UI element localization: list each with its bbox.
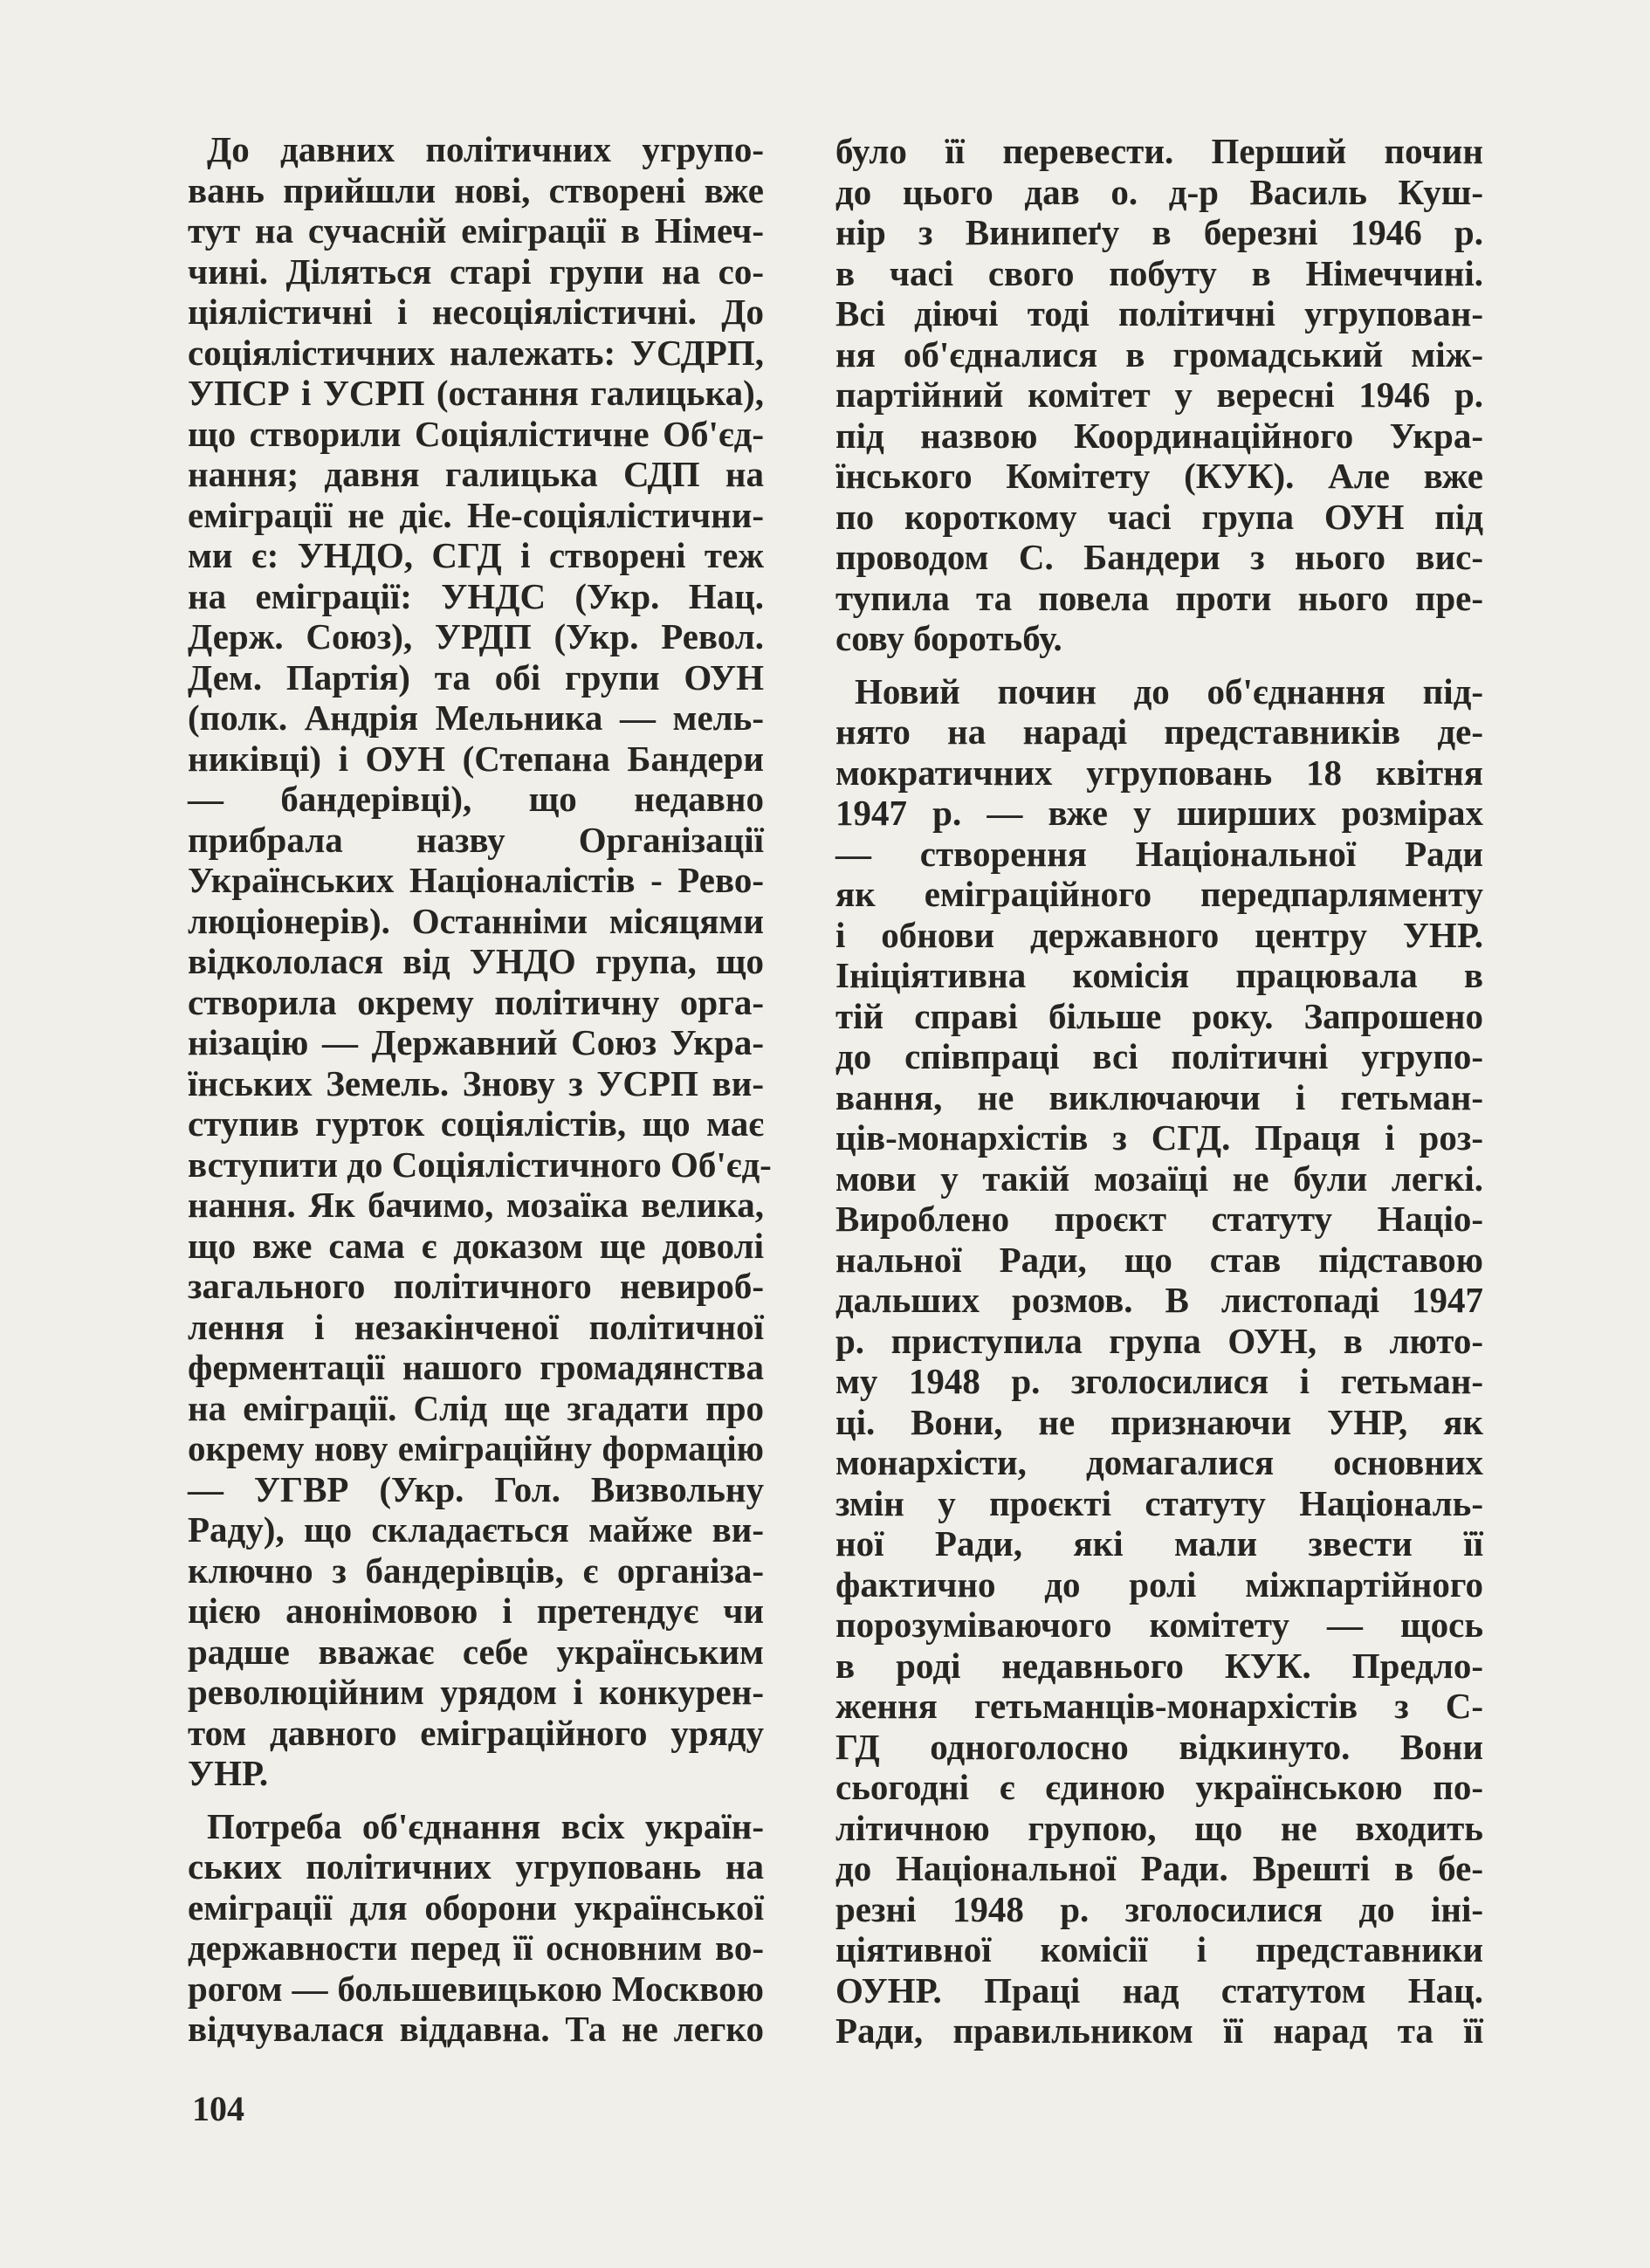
- text-line: сову боротьбу.: [835, 618, 1062, 658]
- text-line: 1947 р. — вже у ширших розмірах: [835, 793, 1483, 833]
- text-line: До давних політичних угрупо-: [207, 129, 764, 169]
- text-line: фактично до ролі міжпартійного: [835, 1564, 1483, 1605]
- text-line: загального політичного невироб-: [188, 1266, 764, 1306]
- text-line: Ради, правильником її нарад та її: [835, 2010, 1483, 2051]
- text-line: тут на сучасній еміграції в Німеч-: [188, 210, 764, 251]
- text-line: змін у проєкті статуту Національ-: [835, 1482, 1483, 1523]
- paragraph: [188, 1806, 764, 2050]
- text-line: люціонерів). Останніми місяцями: [188, 900, 764, 941]
- text-line: резні 1948 р. зголосилися до іні-: [835, 1888, 1483, 1929]
- text-line: р. приступила група ОУН, в люто-: [835, 1320, 1483, 1361]
- text-line: в роді недавнього КУК. Предло-: [835, 1645, 1483, 1686]
- text-line: ГД одноголосно відкинуто. Вони: [835, 1726, 1483, 1767]
- text-line: чині. Діляться старі групи на со-: [188, 251, 764, 292]
- text-line: відкололася від УНДО група, що: [188, 941, 764, 981]
- text-line: монархісти, домагалися основних: [835, 1442, 1483, 1482]
- text-line: Українських Націоналістів - Рево-: [188, 860, 764, 900]
- text-line: до цього дав о. д-р Василь Куш-: [835, 171, 1483, 212]
- text-line: никівці) і ОУН (Степана Бандери: [188, 738, 764, 779]
- text-line: УНР.: [188, 1753, 269, 1793]
- text-line: радше вважає себе українським: [188, 1631, 764, 1672]
- page-number: 104: [192, 2089, 244, 2128]
- text-line: ступив гурток соціялістів, що має: [188, 1103, 764, 1144]
- text-line: Раду), що складається майже ви-: [188, 1509, 764, 1550]
- text-line: дальших розмов. В листопаді 1947: [835, 1280, 1483, 1320]
- paragraph: [835, 671, 1483, 2052]
- text-line: було її перевести. Перший почин: [835, 131, 1483, 171]
- text-line: ОУНР. Праці над статутом Нац.: [835, 1969, 1483, 2010]
- text-line: ключно з бандерівців, є організа-: [188, 1550, 764, 1591]
- text-line: Держ. Союз), УРДП (Укр. Револ.: [188, 616, 764, 656]
- text-line: нізацію — Державний Союз Укра-: [188, 1022, 764, 1062]
- right-column: [835, 131, 1483, 2052]
- text-line: ці. Вони, не признаючи УНР, як: [835, 1401, 1483, 1442]
- text-line: їнського Комітету (КУК). Але вже: [835, 456, 1483, 496]
- paragraph: [188, 129, 772, 1794]
- text-line: Потреба об'єднання всіх україн-: [207, 1805, 764, 1846]
- text-line: під назвою Координаційного Укра-: [835, 415, 1483, 456]
- text-line: еміграції не діє. Не-соціялістични-: [188, 494, 764, 535]
- text-line: нання; давня галицька СДП на: [188, 454, 764, 494]
- text-line: вступити до Соціялістичного Об'єд-: [188, 1144, 772, 1185]
- text-line: рогом — большевицькою Москвою: [188, 1968, 764, 2009]
- text-line: створила окрему політичну орга-: [188, 981, 764, 1022]
- text-line: сьогодні є єдиною українською по-: [835, 1767, 1483, 1807]
- text-line: літичною групою, що не входить: [835, 1807, 1483, 1848]
- text-line: соціялістичних належать: УСДРП,: [188, 332, 764, 373]
- text-line: до співпраці всі політичні угрупо-: [835, 1036, 1483, 1076]
- text-line: ми є: УНДО, СГД і створені теж: [188, 535, 764, 575]
- text-line: ських політичних угруповань на: [188, 1846, 764, 1887]
- text-line: ної Ради, які мали звести її: [835, 1523, 1483, 1564]
- text-line: ціятивної комісії і представники: [835, 1929, 1483, 1969]
- text-line: вань прийшли нові, створені вже: [188, 169, 764, 210]
- text-line: ферментації нашого громадянства: [188, 1347, 764, 1387]
- text-line: тій справі більше року. Запрошено: [835, 995, 1483, 1036]
- text-line: відчувалася віддавна. Та не легко: [188, 2009, 764, 2049]
- text-line: проводом С. Бандери з нього вис-: [835, 537, 1483, 577]
- paragraph: [835, 131, 1483, 659]
- text-line: порозуміваючого комітету — щось: [835, 1605, 1483, 1645]
- text-line: нято на нараді представників де-: [835, 711, 1483, 752]
- text-line: нір з Винипеґу в березні 1946 р.: [835, 212, 1483, 252]
- text-line: по короткому часі група ОУН під: [835, 496, 1483, 537]
- text-line: ціялістичні і несоціялістичні. До: [188, 292, 764, 332]
- text-line: на еміграції: УНДС (Укр. Нац.: [188, 575, 764, 616]
- left-column: [188, 129, 772, 2050]
- text-line: партійний комітет у вересні 1946 р.: [835, 375, 1483, 415]
- text-line: прибрала назву Організації: [188, 819, 764, 860]
- text-line: Вироблено проєкт статуту Націо-: [835, 1199, 1483, 1239]
- text-line: — бандерівці), що недавно: [188, 779, 764, 819]
- text-line: цією анонімовою і претендує чи: [188, 1591, 764, 1631]
- text-line: на еміграції. Слід ще згадати про: [188, 1387, 764, 1428]
- text-line: му 1948 р. зголосилися і гетьман-: [835, 1361, 1483, 1401]
- text-line: Ініціятивна комісія працювала в: [835, 955, 1483, 995]
- text-line: як еміграційного передпарляменту: [835, 874, 1483, 914]
- text-line: в часі свого побуту в Німеччині.: [835, 252, 1483, 293]
- text-line: і обнови державного центру УНР.: [835, 914, 1483, 955]
- text-line: до Національної Ради. Врешті в бе-: [835, 1848, 1483, 1888]
- text-line: що вже сама є доказом ще доволі: [188, 1225, 764, 1266]
- text-line: УПСР і УСРП (остання галицька),: [188, 373, 764, 413]
- text-line: вання, не виключаючи і гетьман-: [835, 1076, 1483, 1117]
- text-line: ня об'єдналися в громадський між-: [835, 333, 1483, 375]
- text-line: (полк. Андрія Мельника — мель-: [188, 698, 764, 738]
- text-line: нання. Як бачимо, мозаїка велика,: [188, 1185, 764, 1225]
- text-line: — створення Національної Ради: [835, 833, 1483, 874]
- text-line: Дем. Партія) та обі групи ОУН: [188, 656, 764, 698]
- text-line: революційним урядом і конкурен-: [188, 1672, 764, 1712]
- text-line: тупила та повела проти нього пре-: [835, 577, 1483, 618]
- text-line: окрему нову еміграційну формацію: [188, 1428, 764, 1468]
- text-line: мови у такій мозаїці не були легкі.: [835, 1158, 1483, 1199]
- text-line: том давного еміграційного уряду: [188, 1712, 764, 1753]
- text-line: Новий почин до об'єднання під-: [855, 670, 1483, 711]
- text-line: — УГВР (Укр. Гол. Визвольну: [188, 1468, 764, 1509]
- text-line: еміграції для оборони української: [188, 1887, 764, 1928]
- text-line: ження гетьманців-монархістів з С-: [835, 1686, 1483, 1726]
- text-line: ців-монархістів з СГД. Праця і роз-: [835, 1117, 1483, 1158]
- text-line: лення і незакінченої політичної: [188, 1306, 764, 1347]
- text-line: їнських Земель. Знову з УСРП ви-: [188, 1062, 764, 1103]
- text-line: державности перед її основним во-: [188, 1928, 764, 1968]
- text-line: нальної Ради, що став підставою: [835, 1239, 1483, 1280]
- text-line: Всі діючі тоді політичні угрупован-: [835, 293, 1483, 333]
- text-line: мократичних угруповань 18 квітня: [835, 752, 1483, 793]
- text-line: що створили Соціялістичне Об'єд-: [188, 413, 764, 454]
